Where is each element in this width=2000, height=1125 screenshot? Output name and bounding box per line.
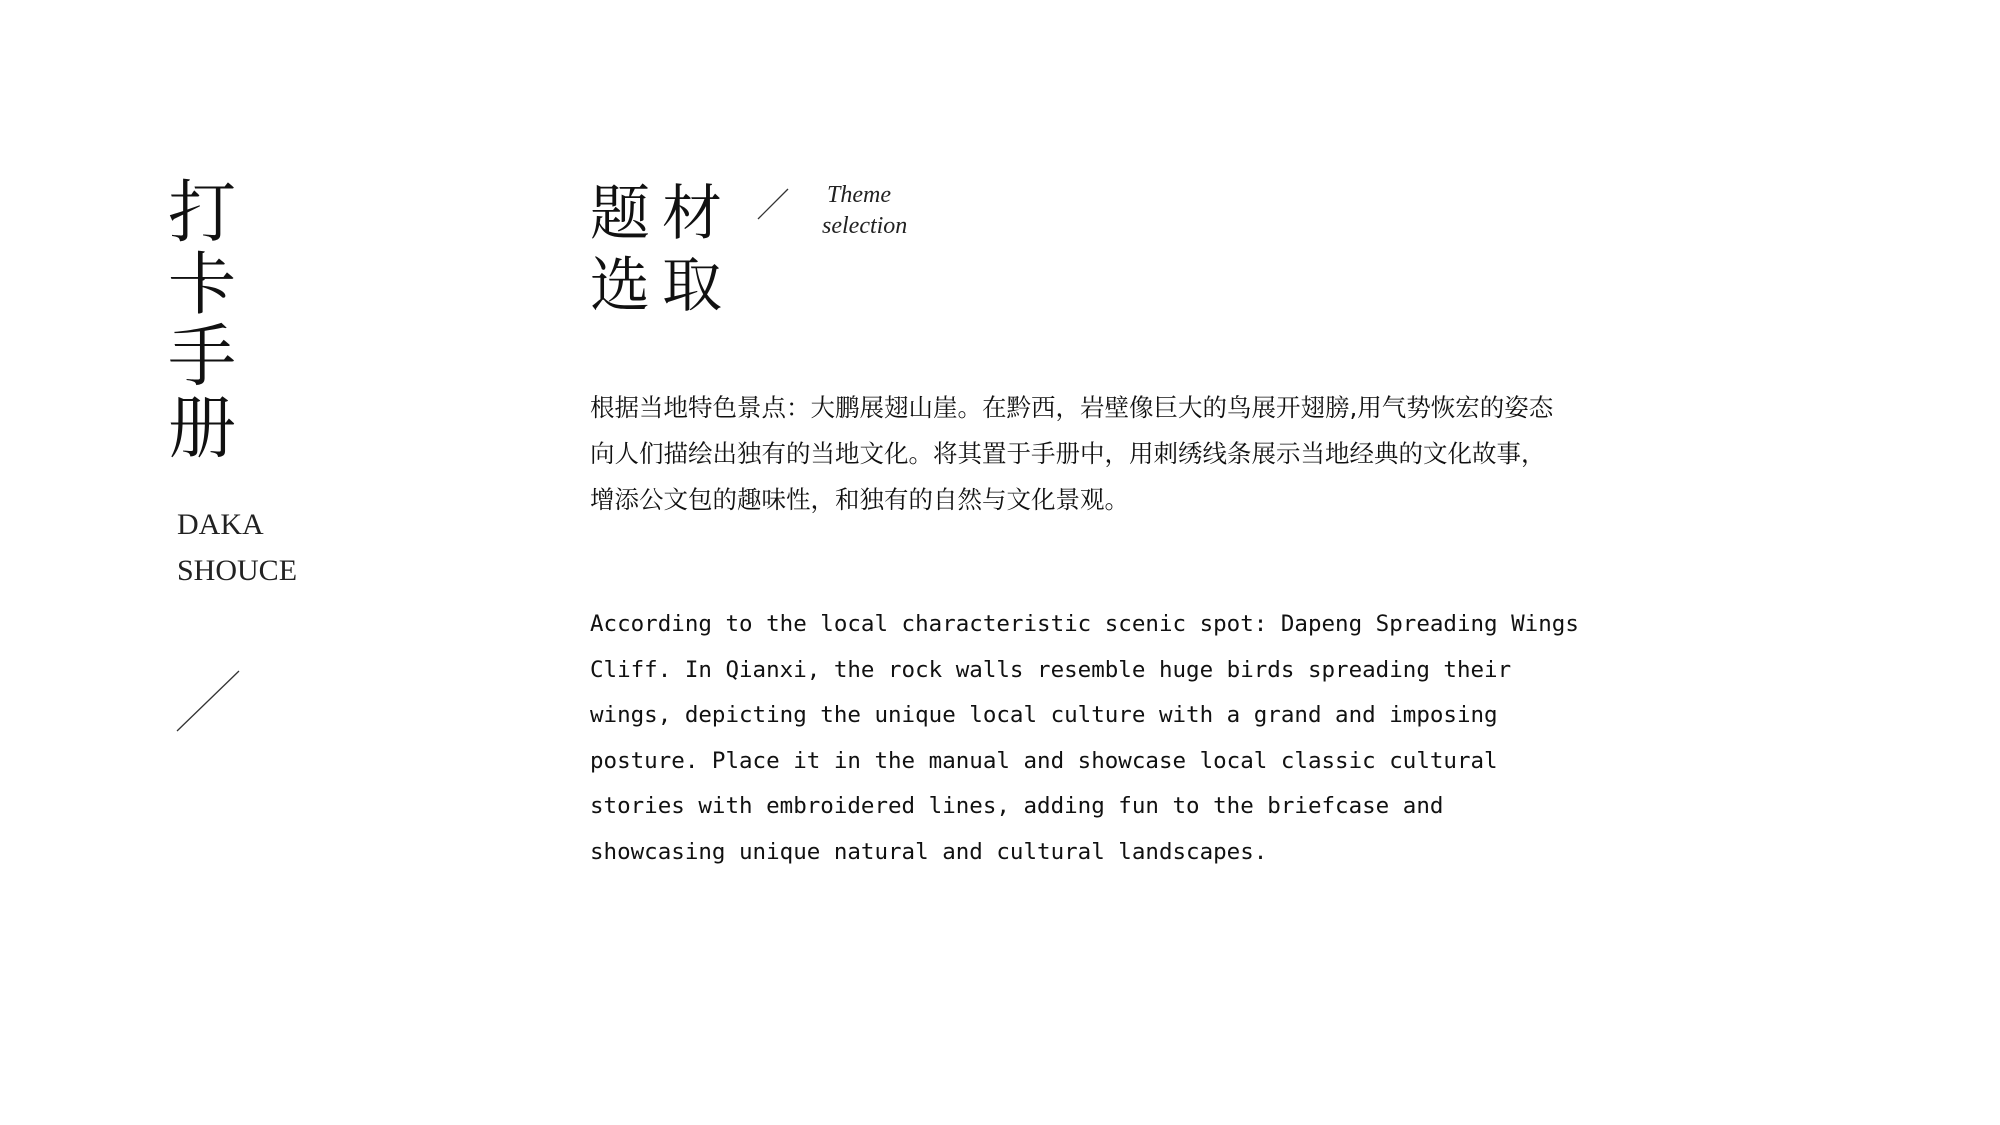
pinyin-line-1: DAKA [177, 508, 264, 541]
english-paragraph: According to the local characteristic scenic spot: Dapeng Spreading Wings Cliff. In Qianxi, the rock walls resemble huge birds spreading their wings, depicting the unique local culture with a grand and imposing posture. Place it in the manual and showcase local classic cultural stories with embroidered lines, adding fun to the briefcase and showcasing unique natural and cultural landscapes. [590, 611, 1579, 865]
pinyin-line-2: SHOUCE [177, 554, 298, 587]
vertical-title: 打卡手册 [168, 174, 237, 469]
english-title-line-1: Theme [827, 182, 891, 208]
english-section-title [822, 180, 907, 242]
chinese-paragraph: 根据当地特色景点：大鹏展翅山崖。在黔西，岩壁像巨大的鸟展开翅膀,用气势恢宏的姿态向人们描绘出独有的当地文化。将其置于手册中，用刺绣线条展示当地经典的文化故事，增添公文包的趣味性，和独有的自然与文化景观。 [590, 393, 1554, 514]
title-slash-icon [757, 188, 789, 220]
section-title-line-1: 题材 [590, 179, 734, 249]
pinyin-title [177, 502, 297, 594]
slash-divider-icon [176, 670, 240, 732]
english-title-line-2: selection [822, 213, 908, 239]
section-title [590, 178, 734, 322]
section-title-line-2: 选取 [590, 251, 734, 321]
